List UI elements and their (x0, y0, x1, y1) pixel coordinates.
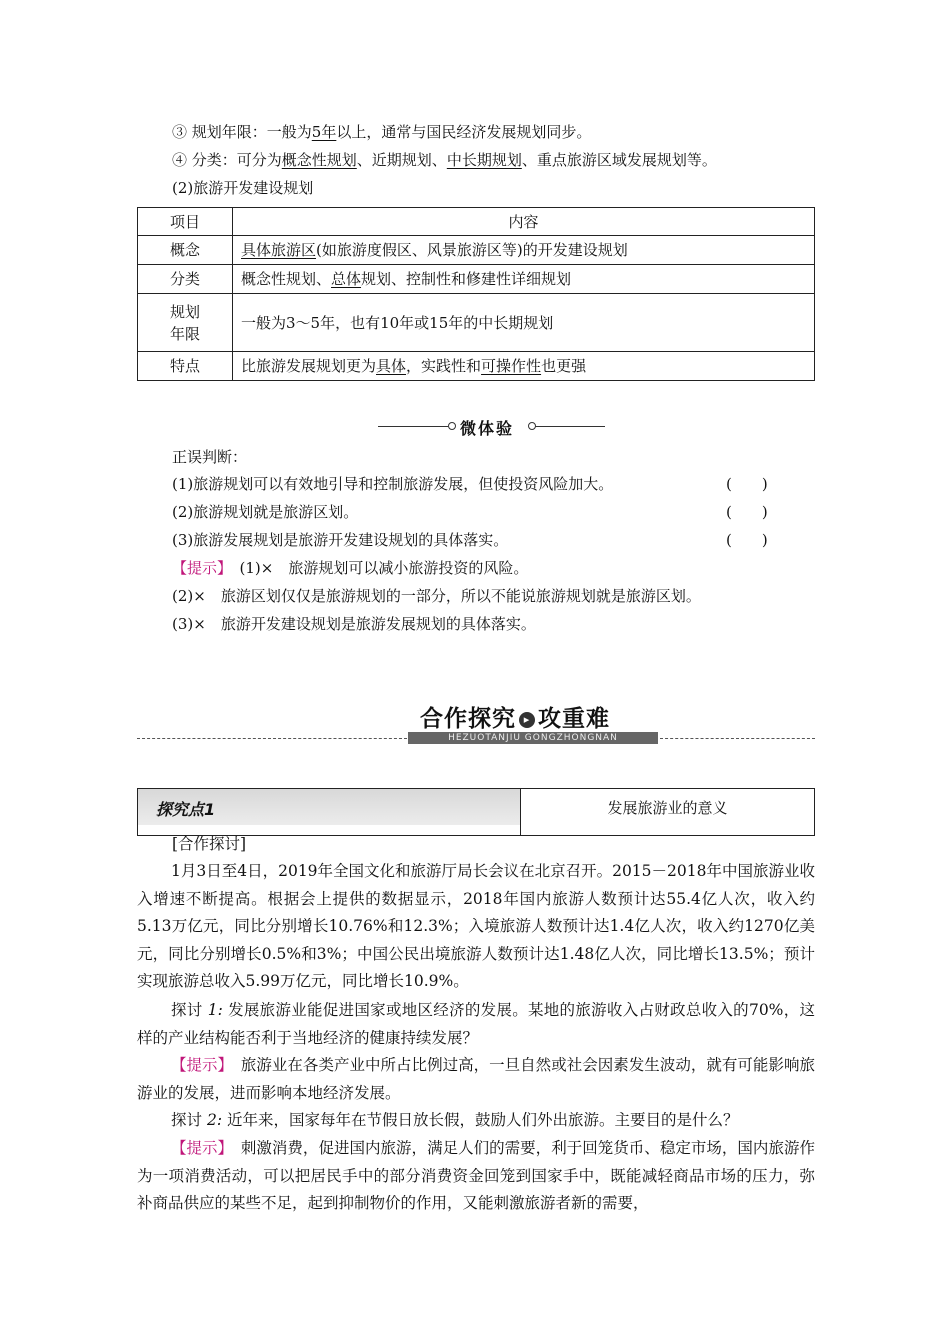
underlined-term: 具体 (376, 357, 407, 375)
answer-text: (3)× 旅游开发建设规划是旅游发展规划的具体落实。 (172, 615, 536, 633)
discussion-body: 1月3日至4日，2019年全国文化和旅游厅局长会议在北京召开。2015－2018年中国旅游业收入增速不断提高。根据会上提供的数据显示，2018年国内旅游人数预计达55.4亿人次，收入约5.13万亿元，同比分别增长10.76%和12.3%；入境旅游人数预计达1.4亿人次，收入约1270亿美元，同比分别增长0.5%和3%；中国公民出境旅游人数预计达1.48亿人次，同比增长13.5%；预计实现旅游总收入5.99万亿元，同比增长10.9%。 (137, 862, 815, 990)
item-text: ③ 规划年限：一般为 (172, 123, 312, 141)
item-text: 、重点旅游区域发展规划等。 (521, 151, 717, 169)
row-value (233, 265, 815, 294)
cell-text: 比旅游发展规划更为 (241, 357, 377, 375)
underlined-term: 概念性规划 (281, 151, 357, 169)
cell-text: ，实践性和 (406, 357, 482, 375)
answer-text: 旅游业在各类产业中所占比例过高，一旦自然或社会因素发生波动，就有可能影响旅游业的发展，进而影响本地经济发展。 (137, 1056, 815, 1102)
row-key (138, 294, 233, 352)
underlined-term: 5年 (311, 123, 337, 141)
cell-text: 概念性规划、 (241, 270, 332, 288)
experience-header (378, 416, 604, 438)
planning-table (137, 207, 815, 381)
question-text: 近年来，国家每年在节假日放长假，鼓励人们外出旅游。主要目的是什么？ (226, 1111, 739, 1129)
question-label: 探讨 (171, 1111, 203, 1129)
row-key: 概念 (138, 236, 233, 265)
answer-blank: ( ) (726, 503, 768, 521)
banner-title-part: 合作探究 (420, 706, 516, 732)
cell-text: 规划、控制性和修建性详细规划 (361, 270, 572, 288)
judgement-item: (2)旅游规划就是旅游区划。 (172, 503, 359, 521)
answer-2 (137, 1135, 815, 1218)
topic-title: 发展旅游业的意义 (607, 799, 728, 817)
judgement-intro: 正误判断： (172, 448, 248, 466)
question-text: 发展旅游业能促进国家或地区经济的发展。某地的旅游收入占财政总收入的70%，这样的产业结构能否利于当地经济的健康持续发展？ (137, 1001, 815, 1047)
table-row (138, 265, 815, 294)
row-key-line: 规划 (169, 302, 200, 321)
row-key-line: 年限 (169, 324, 200, 343)
table-row (138, 236, 815, 265)
answer-text: 刺激消费，促进国内旅游，满足人们的需要，利于回笼货币、稳定市场，国内旅游作为一项消费活动，可以把居民手中的部分消费资金回笼到国家手中，既能减轻商品市场的压力，弥补商品供应的某些不足，起到抑制物价的作用，又能刺激旅游者新的需要， (137, 1139, 815, 1212)
banner-title-part: 攻重难 (538, 706, 610, 732)
item-text: ④ 分类：可分为 (172, 151, 282, 169)
topic-label: 探究点1 (156, 800, 216, 819)
item-text: 、近期规划、 (356, 151, 447, 169)
dashed-divider (137, 738, 407, 739)
underlined-term: 具体旅游区 (241, 241, 317, 259)
judgement-item: (3)旅游发展规划是旅游开发建设规划的具体落实。 (172, 531, 509, 549)
underlined-term: 总体 (331, 270, 362, 288)
divider (535, 426, 605, 427)
hint-label: 【提示】 (172, 559, 225, 577)
banner-title (420, 700, 610, 733)
plan-category-item (172, 149, 717, 171)
section-heading: (2)旅游开发建设规划 (172, 179, 314, 197)
row-value (233, 236, 815, 265)
answer-text: (1)× 旅游规划可以减小旅游投资的风险。 (239, 559, 529, 577)
row-value (233, 352, 815, 381)
table-row (138, 294, 815, 352)
discussion-heading: [合作探讨] (172, 835, 247, 853)
header-content: 内容 (233, 208, 815, 236)
question-2 (137, 1107, 815, 1135)
cell-text: 也更强 (541, 357, 587, 375)
experience-title: 微体验 (460, 419, 515, 438)
answer-blank: ( ) (726, 531, 768, 549)
divider (378, 426, 448, 427)
hint-label: 【提示】 (171, 1056, 226, 1074)
plan-term-item (172, 121, 591, 143)
question-1 (137, 997, 815, 1052)
row-key: 特点 (138, 352, 233, 381)
arrow-icon: ▸ (519, 712, 535, 728)
banner-subtitle: HEZUOTANJIU GONGZHONGNAN (408, 732, 658, 744)
hint-label: 【提示】 (171, 1139, 226, 1157)
cell-text: (如旅游度假区、风景旅游区等)的开发建设规划 (316, 241, 628, 259)
underlined-term: 中长期规划 (446, 151, 522, 169)
topic-label-bar (138, 789, 520, 825)
row-key: 分类 (138, 265, 233, 294)
question-number: 1: (207, 1001, 223, 1019)
question-label: 探讨 (171, 1001, 203, 1019)
table-row (138, 352, 815, 381)
answer-1 (137, 1052, 815, 1107)
answer-text: (2)× 旅游区划仅仅是旅游规划的一部分，所以不能说旅游规划就是旅游区划。 (172, 587, 701, 605)
topic-box (137, 788, 815, 836)
answer-blank: ( ) (726, 475, 768, 493)
circle-ornament-icon (448, 422, 456, 430)
table-header-row (138, 208, 815, 236)
row-value: 一般为3～5年，也有10年或15年的中长期规划 (233, 294, 815, 352)
header-item: 项目 (138, 208, 233, 236)
item-text: 以上，通常与国民经济发展规划同步。 (336, 123, 592, 141)
judgement-item: (1)旅游规划可以有效地引导和控制旅游发展，但使投资风险加大。 (172, 475, 614, 493)
underlined-term: 可操作性 (481, 357, 542, 375)
section-banner (0, 700, 950, 750)
hint-line (172, 557, 528, 579)
question-number: 2: (206, 1111, 223, 1129)
dashed-divider (660, 738, 815, 739)
